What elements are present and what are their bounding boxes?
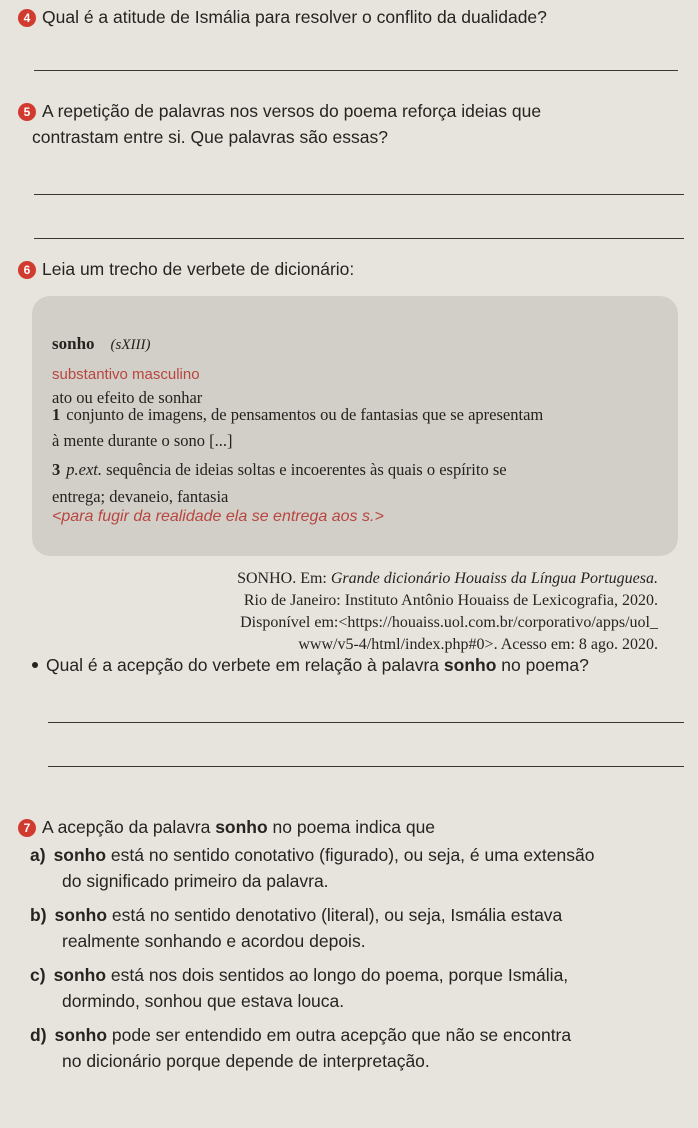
question-7-pre: A acepção da palavra bbox=[42, 817, 216, 837]
definition-number: 3 bbox=[52, 460, 61, 479]
option-b-line1: está no sentido denotativo (literal), ou seja, Ismália estava bbox=[107, 905, 563, 925]
option-c-line1: está nos dois sentidos ao longo do poema, porque Ismália, bbox=[106, 965, 569, 985]
question-7-bold-word: sonho bbox=[215, 817, 268, 837]
answer-line bbox=[34, 194, 684, 195]
definition-1-line1: conjunto de imagens, de pensamentos ou de fantasias que se apresentam bbox=[66, 405, 544, 424]
subquestion-bold-word: sonho bbox=[443, 655, 497, 675]
source-line-3: Disponível em:<https://houaiss.uol.com.br/corporativo/apps/uol_ bbox=[240, 614, 658, 631]
source-author: SONHO. Em: bbox=[237, 570, 331, 587]
definition-3-line1: sequência de ideias soltas e incoerentes às quais o espírito se bbox=[106, 460, 507, 479]
definition-abbreviation: p.ext. bbox=[66, 460, 102, 479]
source-line-1 bbox=[237, 570, 658, 588]
question-4 bbox=[18, 4, 688, 30]
source-title: Grande dicionário Houaiss da Língua Portuguesa. bbox=[330, 570, 658, 587]
question-6 bbox=[18, 256, 688, 282]
dictionary-example: <para fugir da realidade ela se entrega aos s.> bbox=[52, 508, 384, 525]
bullet-icon bbox=[32, 662, 38, 668]
option-c-line2: dormindo, sonhou que estava louca. bbox=[62, 991, 345, 1012]
definition-3-line2: entrega; devaneio, fantasia bbox=[52, 487, 229, 507]
option-letter: a) bbox=[30, 845, 46, 865]
question-number-badge: 5 bbox=[18, 103, 36, 121]
question-number-badge: 6 bbox=[18, 261, 36, 279]
question-number-badge: 4 bbox=[18, 9, 36, 27]
definition-1-line2: à mente durante o sono [...] bbox=[52, 431, 233, 451]
option-bold-word: sonho bbox=[53, 845, 107, 865]
option-letter: d) bbox=[30, 1025, 47, 1045]
option-a-line1: está no sentido conotativo (figurado), ou seja, é uma extensão bbox=[106, 845, 595, 865]
question-6-text: Leia um trecho de verbete de dicionário: bbox=[42, 259, 355, 279]
question-5-line1: A repetição de palavras nos versos do poema reforça ideias que bbox=[42, 101, 542, 121]
answer-line bbox=[48, 766, 684, 767]
source-line-2: Rio de Janeiro: Instituto Antônio Houaiss de Lexicografia, 2020. bbox=[243, 592, 658, 609]
option-c[interactable] bbox=[30, 962, 568, 1015]
dictionary-part-of-speech: substantivo masculino bbox=[52, 366, 200, 383]
option-a-line2: do significado primeiro da palavra. bbox=[62, 871, 329, 892]
subquestion-pre: Qual é a acepção do verbete em relação à palavra bbox=[46, 655, 444, 675]
option-bold-word: sonho bbox=[53, 965, 107, 985]
question-7 bbox=[18, 814, 688, 840]
dictionary-century: (sXIII) bbox=[110, 337, 151, 353]
answer-line bbox=[34, 238, 684, 239]
definition-number: 1 bbox=[52, 405, 61, 424]
question-5-line2: contrastam entre si. Que palavras são essas? bbox=[32, 127, 389, 148]
question-6-subquestion bbox=[32, 652, 688, 678]
option-bold-word: sonho bbox=[54, 1025, 108, 1045]
option-bold-word: sonho bbox=[54, 905, 108, 925]
option-d-line1: pode ser entendido em outra acepção que não se encontra bbox=[107, 1025, 572, 1045]
dictionary-headword: sonho bbox=[52, 334, 95, 353]
answer-line bbox=[48, 722, 684, 723]
option-b-line2: realmente sonhando e acordou depois. bbox=[62, 931, 366, 952]
question-number-badge: 7 bbox=[18, 819, 36, 837]
dictionary-headword-row bbox=[52, 334, 151, 354]
question-4-text: Qual é a atitude de Ismália para resolver o conflito da dualidade? bbox=[42, 7, 547, 27]
dictionary-definition-0: ato ou efeito de sonhar bbox=[52, 388, 203, 407]
option-letter: b) bbox=[30, 905, 47, 925]
option-b[interactable] bbox=[30, 902, 562, 955]
answer-line bbox=[34, 70, 678, 71]
option-d[interactable] bbox=[30, 1022, 571, 1075]
option-a[interactable] bbox=[30, 842, 594, 895]
subquestion-post: no poema? bbox=[496, 655, 589, 675]
source-line-4: www/v5-4/html/index.php#0>. Acesso em: 8 ago. 2020. bbox=[298, 636, 658, 653]
option-letter: c) bbox=[30, 965, 46, 985]
dictionary-definition-1 bbox=[52, 402, 652, 455]
question-5 bbox=[18, 98, 688, 151]
dictionary-definition-3 bbox=[52, 456, 652, 510]
question-7-post: no poema indica que bbox=[267, 817, 436, 837]
option-d-line2: no dicionário porque depende de interpretação. bbox=[62, 1051, 430, 1072]
